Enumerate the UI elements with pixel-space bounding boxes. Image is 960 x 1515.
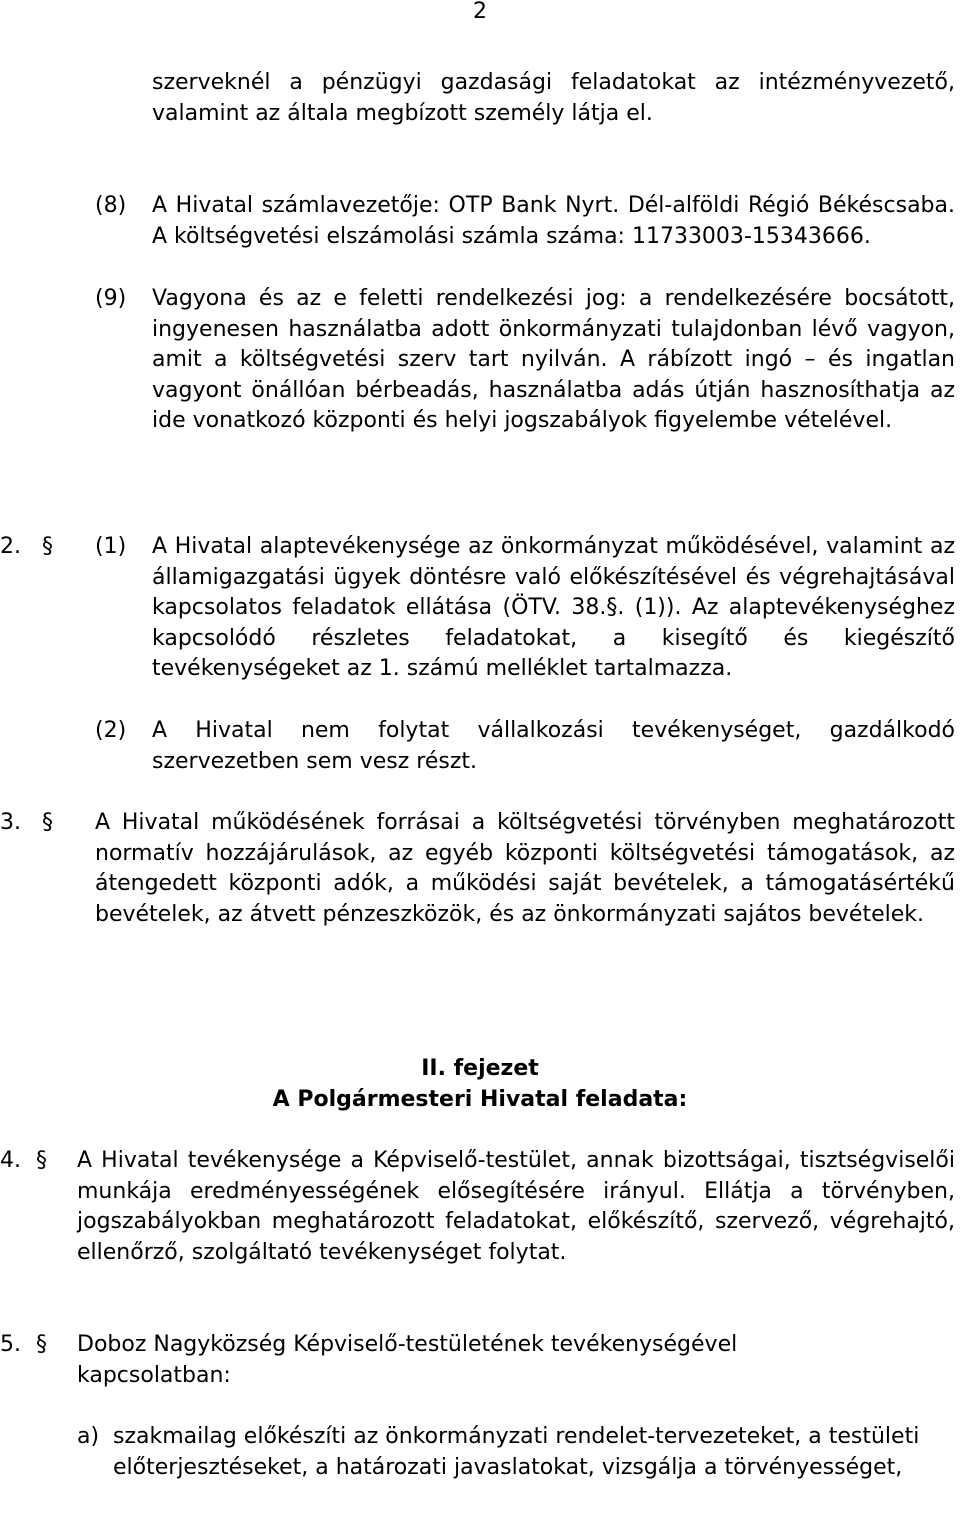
section-3-text: A Hivatal működésének forrásai a költségvetési törvényben meghatározott normatív hozzájárulások, az egyéb központi költségvetési támogatások, az átengedett központi adók, a működési saját bevételek, a támogatásértékű bevételek, az átvett pénzeszközök, és az önkormányzati sajátos bevételek.: [95, 810, 955, 927]
paragraph-9: Vagyona és az e feletti rendelkezési jog: a rendelkezésére bocsátott, ingyenesen használatba adott önkormányzati tulajdonban lévő vagyon, amit a költségvetési szerv tart nyilván. A rábízott ingó – és ingatlan vagyont önállóan bérbeadás, használatba adás útján hasznosíthatja az ide vonatkozó központi és helyi jogszabályok figyelembe vételével.: [152, 286, 955, 433]
section-4-sign: §: [36, 1148, 47, 1173]
section-5-text: Doboz Nagyközség Képviselő-testületének tevékenységével kapcsolatban:: [77, 1332, 738, 1388]
chapter-label: II. fejezet: [421, 1056, 539, 1081]
section-5-sign: §: [36, 1332, 47, 1357]
section-3-number: 3.: [0, 810, 21, 835]
section-2-sign: §: [42, 534, 53, 559]
paragraph-9-marker: (9): [95, 286, 127, 311]
intro-paragraph: szerveknél a pénzügyi gazdasági feladatokat az intézményvezető, valamint az általa megbízott személy látja el.: [152, 70, 955, 126]
section-2-paragraph-1: A Hivatal alaptevékenysége az önkormányzat működésével, valamint az államigazgatási ügyek döntésre való előkészítésével és végrehajtásával kapcsolatos feladatok ellátása (ÖTV. 38.§. (1)). Az alaptevékenységhez kapcsolódó részletes feladatokat, a kisegítő és kiegészítő tevékenységeket az 1. számú melléklet tartalmazza.: [152, 534, 955, 681]
section-4-number: 4.: [0, 1148, 21, 1173]
section-2-paragraph-2-marker: (2): [95, 718, 127, 743]
section-2-paragraph-2: A Hivatal nem folytat vállalkozási tevékenységet, gazdálkodó szervezetben sem vesz részt.: [152, 718, 955, 774]
item-a-marker: a): [77, 1424, 100, 1449]
section-3-sign: §: [42, 810, 53, 835]
item-a-text: szakmailag előkészíti az önkormányzati rendelet-tervezeteket, a testületi előterjesztéseket, a határozati javaslatokat, vizsgálja a törvényességet,: [113, 1424, 920, 1480]
paragraph-8: A Hivatal számlavezetője: OTP Bank Nyrt. Dél-alföldi Régió Békéscsaba. A költségvetési elszámolási számla száma: 11733003-15343666.: [152, 193, 955, 249]
chapter-title: A Polgármesteri Hivatal feladata:: [272, 1087, 688, 1112]
page-number: 2: [473, 0, 487, 24]
section-5-number: 5.: [0, 1332, 21, 1357]
section-2-number: 2.: [0, 534, 21, 559]
section-4-text: A Hivatal tevékenysége a Képviselő-testület, annak bizottságai, tisztségviselői munkája eredményességének elősegítésére irányul. Ellátja a törvényben, jogszabályokban meghatározott feladatokat, előkészítő, szervező, végrehajtó, ellenőrző, szolgáltató tevékenységet folytat.: [77, 1148, 955, 1265]
paragraph-8-marker: (8): [95, 193, 127, 218]
section-2-paragraph-1-marker: (1): [95, 534, 127, 559]
